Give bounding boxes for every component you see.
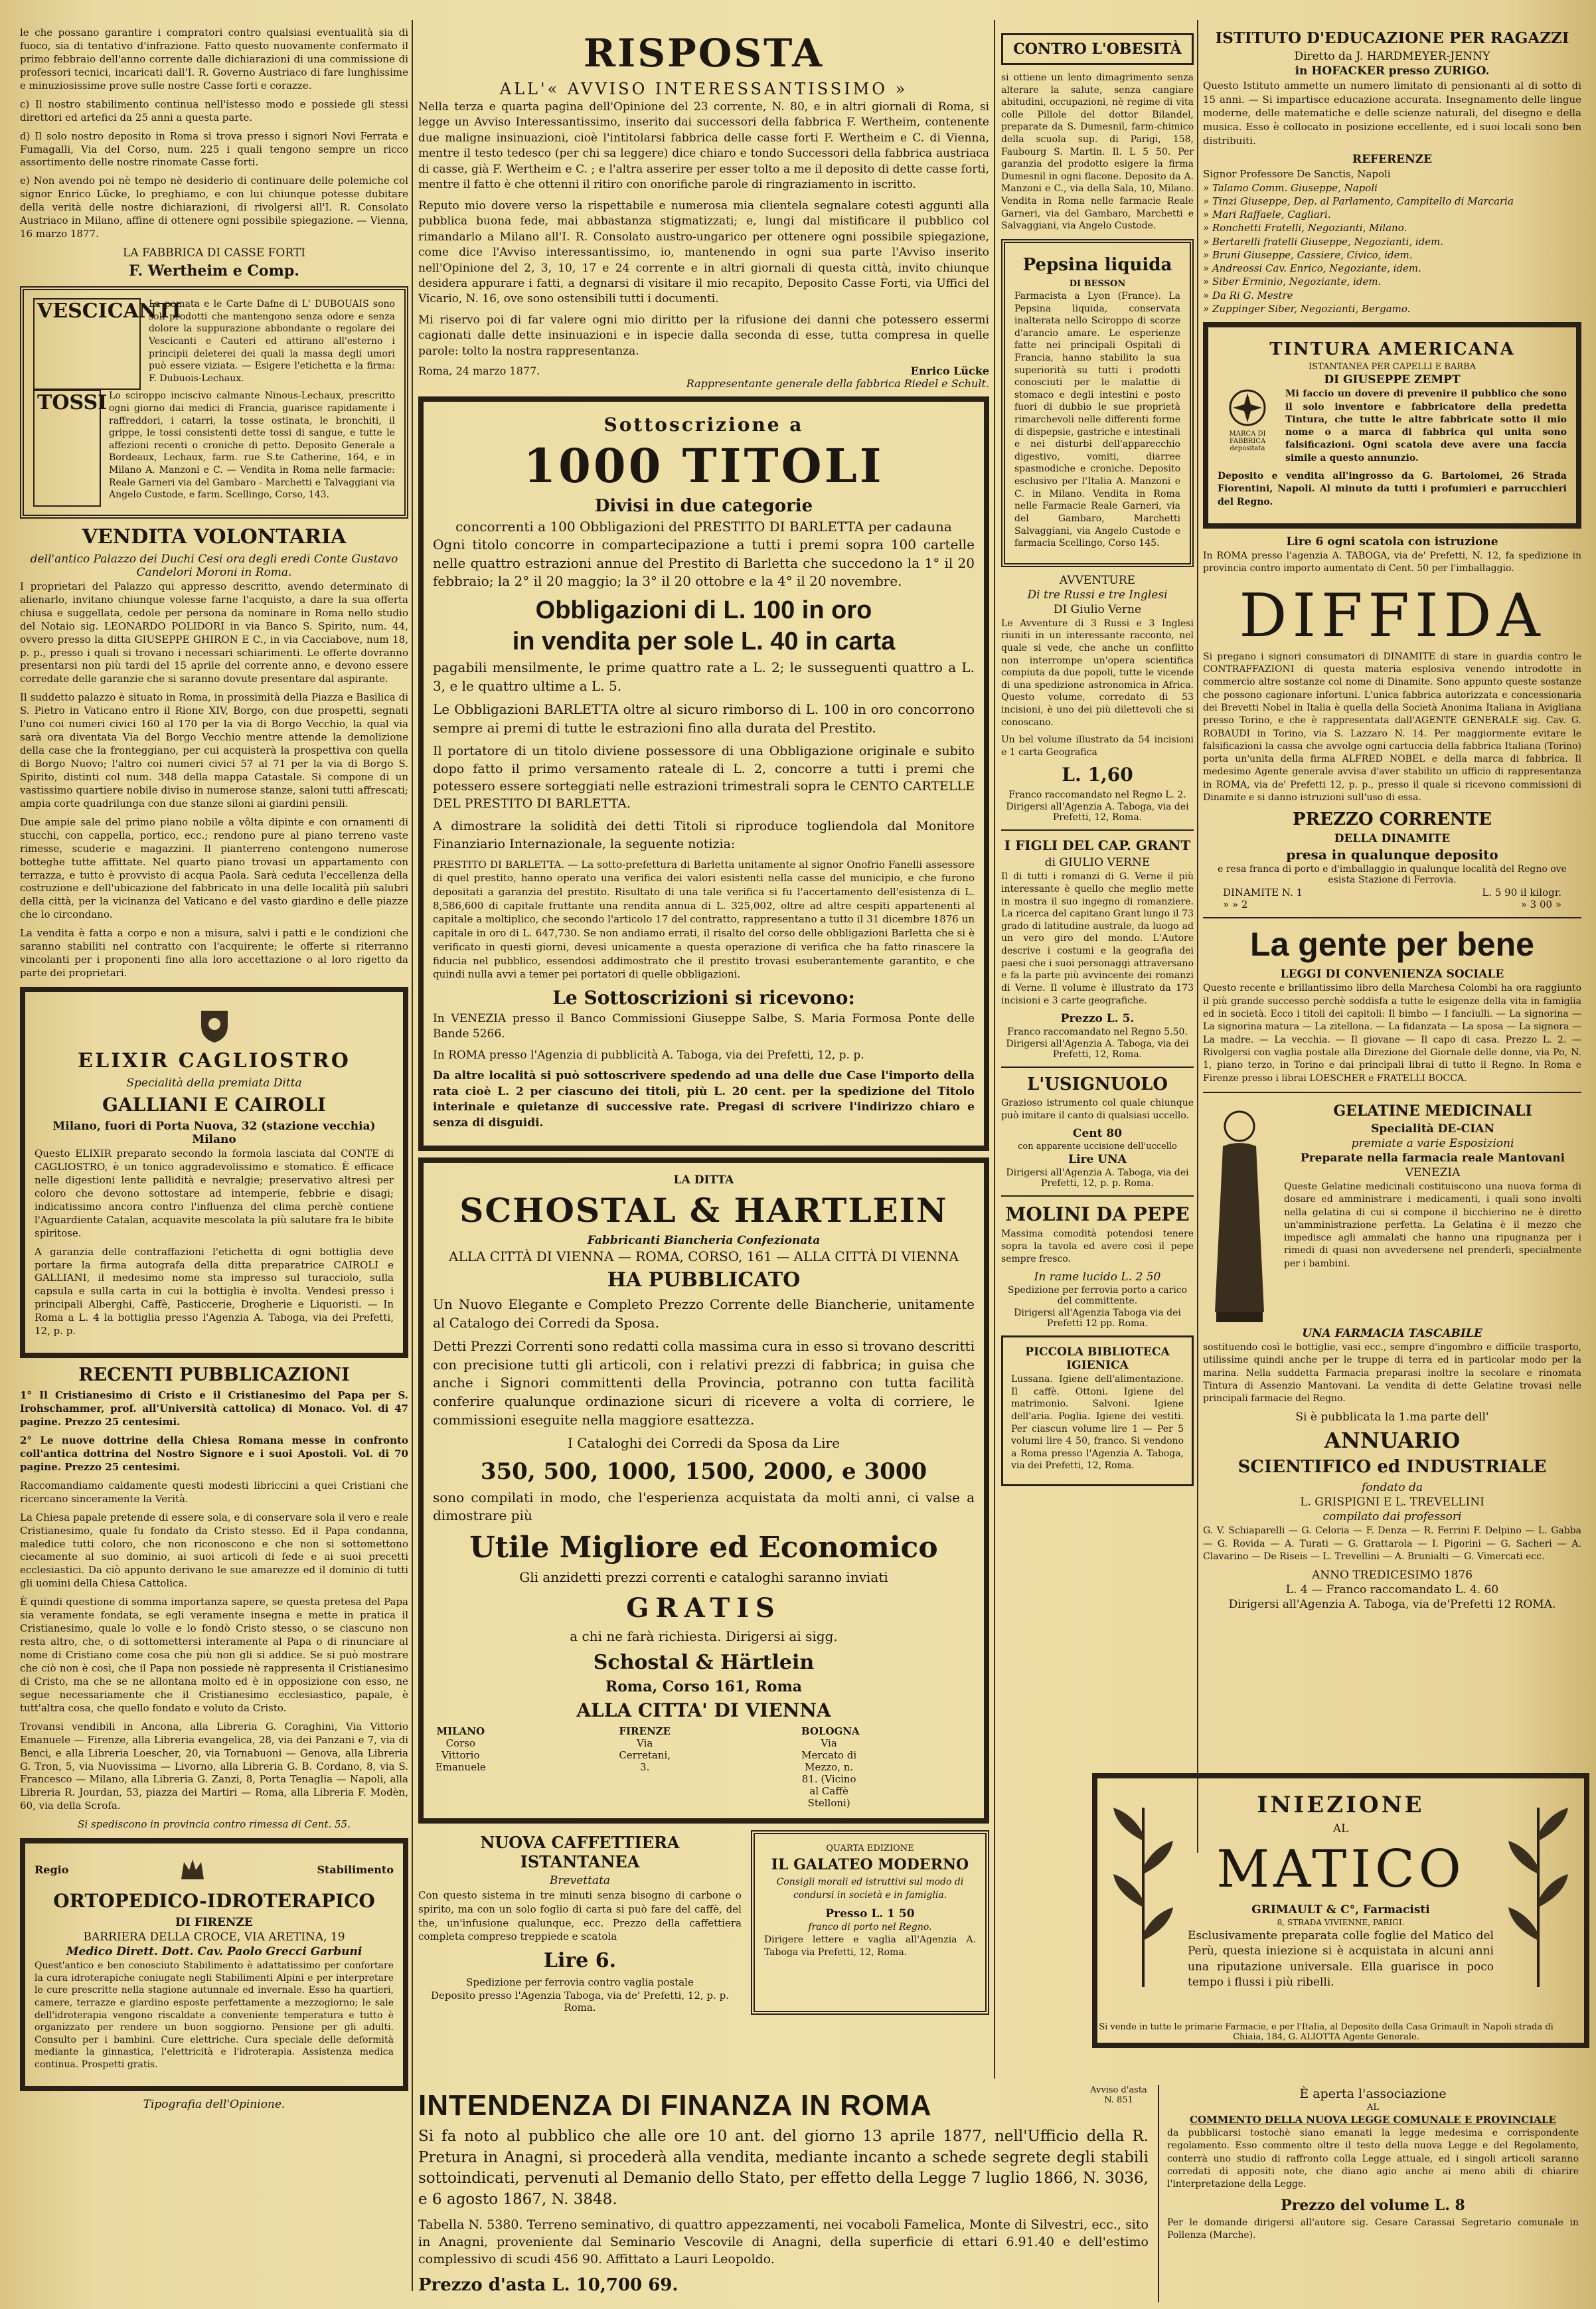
ad-title: TOSSI [33, 390, 101, 506]
branch-item [617, 1725, 790, 1809]
ad-firm: GRIMAULT & C°, Farmacisti [1251, 1903, 1430, 1917]
divider [1203, 917, 1581, 918]
ad-text: con apparente uccisione dell'uccello [1018, 1142, 1177, 1152]
list-item: » Bruni Giuseppe, Cassiere, Civico, idem. [1203, 248, 1413, 261]
ad-label: AL [1366, 2102, 1380, 2112]
ad-subtitle: Preparate nella farmacia reale Mantovani [1300, 1151, 1565, 1165]
list-item: » Talamo Comm. Giuseppe, Napoli [1203, 181, 1378, 194]
ad-title: ANNUARIO [1324, 1428, 1461, 1454]
paragraph: In ROMA presso l'Agenzia di pubblicità A. Taboga, via dei Prefetti, 12, p. p. [433, 1048, 864, 1062]
ad-title: L'USIGNUOLO [1026, 1074, 1168, 1095]
references-title: REFERENZE [1352, 153, 1433, 167]
ad-subtitle: DI BESSON [1069, 278, 1126, 289]
ad-city: ALLA CITTA' DI VIENNA [576, 1699, 831, 1722]
ad-text: Si pregano i signori consumatori di DINAMITE di stare in guardia contro le CONTRAFFAZIONI di questa materia esplosiva venendo introdotte in commercio altre sostanze col nome di Dinamite. Sono appunto queste sostanze che possono cagionare infortuni. L'unica fabbrica autorizzata e concessionaria dei Brevetti Nobel in Italia è quella della Società Anonima Italiana in Avigliana presso Torino, e che è rappresentata dall'AGENTE GENERALE sig. Cav. G. ROBAUDI in Torino, via S. Lazzaro N. 14. Per maggiormente evitare le falsificazioni la cassa che avvolge ogni cartuccia della fabbrica Italiana (Torino) porta un'unita della firma ALFRED NOBEL e della marca di fabbrica. Il medesimo Agente generale avvisa d'aver stabilito un ufficio di rappresentanza in ROMA, via de' Prefetti 12, p. p., presso il quale si ricevono commissioni di Dinamite e si danno istruzioni sull'uso di essa. [1203, 651, 1581, 804]
ad-address: ALLA CITTÀ DI VIENNA — ROMA, CORSO, 161 — ALLA CITTÀ DI VIENNA [449, 1248, 959, 1265]
vescicanti-ad [20, 286, 408, 519]
paragraph: Ogni titolo concorre in compartecipazione a tutti i premi sopra 100 cartelle nelle quattro estrazioni annue del Prestito di Barletta che succedono la 1° il 20 febbraio; la 2° il 20 maggio; la 3° il 20 ottobre e la 4° il 20 novembre. [433, 537, 975, 590]
section-title: RISPOSTA [583, 31, 825, 76]
list-item: » Siber Erminio, Negoziante, idem. [1203, 276, 1382, 288]
ad-title: INIEZIONE [1257, 1792, 1425, 1818]
matico-ad [1092, 1773, 1589, 2048]
column-1 [20, 27, 408, 2271]
ad-subtitle: Di tre Russi e tre Inglesi [1027, 588, 1168, 602]
star-emblem-icon [1228, 388, 1267, 428]
branch-city: FIRENZE [619, 1725, 671, 1738]
column-rule [412, 20, 413, 2291]
list-item: » Mari Raffaele, Cagliari. [1203, 209, 1331, 221]
ad-label: Regio [35, 1863, 69, 1876]
ad-address: Roma, Corso 161, Roma [605, 1678, 803, 1696]
paragraph: Mi riservo poi di far valere ogni mio diritto per la rifusione dei danni che potessero essermi cagionati dalle dette insinuazioni e in ispecie dalla seconda di esse, tutta compresa in quelle parole: tolto la nostra rappresentanza. [418, 313, 989, 358]
ad-address: BARRIERA DELLA CROCE, VIA ARETINA, 19 [83, 1930, 345, 1944]
intendenza-notice [418, 2085, 1149, 2302]
ad-subtitle: Specialità DE-CIAN [1371, 1122, 1494, 1136]
paragraph: A garanzia delle contraffazioni l'etichetta di ogni bottiglia deve portare la firma autografa della ditta preparatrice CAIROLI e GALLIANI, il medesimo nome sta impresso sul turacciolo, sulla capsula e sulla carta in cui la bottiglia è involta. Vendesi presso i principali Alberghi, Caffè, Pasticcerie, Drogherie e Liquoristi. — In Roma a L. 4 la bottiglia presso l'Agenzia A. Taboga, via dei Prefetti, 12, p. p. [35, 1245, 394, 1337]
list-item: » Ronchetti Fratelli, Negozianti, Milano. [1203, 222, 1407, 234]
vendita-body [20, 580, 408, 980]
ad-price: Presso L. 1 50 [825, 1907, 915, 1921]
ad-label: Stabilimento [317, 1863, 394, 1876]
ad-price: Prezzo del volume L. 8 [1281, 2196, 1465, 2214]
ad-text: Esclusivamente preparata colle foglie del Matico del Perù, questa iniezione si è acquistata in alcuni anni una riputazione universale. Ella guarisce in poco tempo i flussi i più ribelli. [1188, 1929, 1494, 1990]
ad-title: MOLINI DA PEPE [1005, 1203, 1190, 1226]
price-label: DINAMITE N. 1 [1223, 887, 1303, 899]
ad-text: Dirigersi all'Agenzia Taboga via dei Prefetti 12 pp. Roma. [1014, 1308, 1181, 1329]
ad-title: ORTOPEDICO-IDROTERAPICO [53, 1890, 375, 1913]
paragraph: Trovansi vendibili in Ancona, alla Libreria G. Coraghini, Via Vittorio Emanuele — Firenze, alla Libreria evangelica, 28, via dei Panzani e 7, via di Benci, e alla Libreria Loescher, 20, via Tornabuoni — Genova, alla Libreria G. Tron, 5, via Nuovissima — Livorno, alla Libreria G. B. Cordano, 8, via S. Francesco — Milano, alla Libreria G. Zanzi, 8, Porta Tenaglia — Napoli, alla Libreria R. Jourdan, 53, piazza dei Martiri — Roma, alla Libreria F. Modèn, 60, via della Scrofa. [20, 1720, 408, 1812]
ad-text: Questo Istituto ammette un numero limitato di pensionanti al di sotto di 15 anni. — Si impartisce educazione accurata. Insegnamento delle lingue moderne, delle matematiche e delle scienze naturali, del disegno e della musica. Esso è collocato in posizione eccellente, ed i suoi locali sono ben distribuiti. [1203, 80, 1581, 147]
trademark [1218, 388, 1277, 470]
ad-text: Questo recente e brillantissimo libro della Marchesa Colombi ha ora raggiunto il più grande successo perchè soddisfa a tutte le esigenze della vita in famiglia ed in società. Ecco i titoli dei capitoli: Il bimbo — I fanciulli. — La signorina — La signorina matura — La zitellona. — La fidanzata — La sposa — La signora — La madre. — La vecchia. — Il giovane — Il capo di casa. Prezzo L. 2. — Rivolgersi con vaglia postale alla Direzione del Giornale delle donne, via Po, N. 1, piano terzo, in Torino e dai principali librai di tutto il Regno. In Roma e Firenze presso i librai LOESCHER e FRATELLI BOCCA. [1203, 983, 1581, 1084]
ad-text: Il di tutti i romanzi di G. Verne il più interessante è quello che meglio mette in mostra il suo ingegno di romanziere. La ricerca del capitano Grant lungo il 73 grado di latitudine australe, da luogo ad un vero giro del mondo. L'Autore descrive i costumi e la geografia dei paesi che i suoi personaggi attraversano e fa la parte più avvincente dei romanzi di Verne. Il volume è illustrato da 173 incisioni e 3 carte geografiche. [1001, 871, 1194, 1006]
ad-headline: HA PUBBLICATO [607, 1268, 801, 1292]
pepsina-ad [1001, 239, 1194, 567]
ad-subtitle: DI GIUSEPPE ZEMPT [1324, 373, 1461, 387]
ad-text: Dirigersi all'Agenzia A. Taboga, via dei Prefetti, 12, Roma. [1006, 1039, 1189, 1061]
signature: Enrico Lücke [910, 365, 989, 378]
ad-title: CONTRO L'OBESITÀ [1013, 41, 1182, 58]
caffettiera-ad [418, 1830, 742, 2015]
recenti-body [20, 1389, 408, 1832]
ad-price: Lire 6 ogni scatola con istruzione [1286, 535, 1498, 549]
branch-address: Via Cerretani, 3. [619, 1737, 671, 1774]
list-item: » Andreossi Cav. Enrico, Negoziante, idem. [1203, 262, 1421, 275]
ad-text: Deposito presso l'Agenzia Taboga, via de' Prefetti, 12, p. p. Roma. [431, 1989, 729, 2013]
paragraph: Raccomandiamo caldamente questi modesti libriccini a quei Cristiani che ricercano sinceramente la Verità. [20, 1479, 408, 1505]
ad-title: VESCICANTI [33, 298, 141, 390]
ortopedico-ad [20, 1838, 408, 2091]
section-subtitle: ALL'« AVVISO INTERESSANTISSIMO » [499, 80, 908, 98]
ad-subtitle: Specialità della premiata Ditta [126, 1076, 302, 1090]
paragraph: e) Non avendo poi nè tempo nè desiderio di continuare delle polemiche col signor Enrico Lücke, lo preghiamo, e con lui chiunque potesse dubitare della verità delle nostre dichiarazioni, di rivolgersi all'I. R. Consolato Austriaco in Milano, affine di ottenere ogni possibile spiegazione. — Vienna, 16 marzo 1877. [20, 175, 408, 240]
signature-role: Rappresentante generale della fabbrica Riedel e Schult. [686, 377, 989, 390]
ad-text: Lo sciroppo inciscivo calmante Ninous-Lechaux, prescritto ogni giorno dai medici di Francia, guarisce rapidamente i raffreddori, i catarri, la tosse ostinata, le bronchiti, il grippe, le tossi consistenti dette tossi di sangue, e tutte le affezioni recenti o croniche di petto. Deposito Generale a Bordeaux, Lechaux, farm. rue S.te Catherine, 164, e in Milano A. Manzoni e C. — Vendita in Roma nelle farmacie: Reale Garneri via del Gambaro - Marchetti e Talvaggiani via Angelo Custode, e farm. Scellingo, Corso, 143. [109, 390, 395, 501]
printer-footer: Tipografia dell'Opinione. [143, 2097, 285, 2111]
divider [1001, 1067, 1194, 1068]
divider [1001, 829, 1194, 831]
ad-subtitle: PREZZO CORRENTE [1293, 810, 1492, 830]
trademark-label: MARCA DI FABBRICA depositata [1229, 430, 1266, 453]
tintura-ad [1203, 322, 1581, 529]
ad-address: Milano, fuori di Porta Nuova, 32 (stazione vecchia) Milano [52, 1120, 376, 1146]
branch-address: Corso Vittorio Emanuele [435, 1737, 486, 1774]
ad-text: Le Avventure di 3 Russi e 3 Inglesi riuniti in un interessante racconto, nel quale si vede, che anche un conflitto non interrompe un'opera scientifica compiuta da due popoli, tutte le vicende di una spedizione astronomica in Africa. Questo volume, corredato di 53 incisioni, è uno dei più dilettevoli che si conoscano. [1001, 618, 1194, 728]
ad-label: Si è pubblicata la 1.ma parte dell' [1295, 1411, 1489, 1424]
ad-text: Un bel volume illustrato da 54 incisioni e 1 carta Geografica [1001, 734, 1194, 758]
crown-emblem-icon [176, 1853, 209, 1886]
branch-address: Via Mercato di Mezzo, n. 81. (Vicino al Caffè Stelloni) [801, 1737, 857, 1810]
ad-title: GELATINE MEDICINALI [1333, 1102, 1532, 1120]
section-title: VENDITA VOLONTARIA [82, 525, 347, 549]
ad-title: I FIGLI DEL CAP. GRANT [1004, 837, 1191, 854]
obesita-ad [1001, 33, 1194, 65]
ad-text: Franco raccomandato nel Regno 5.50. [1007, 1027, 1188, 1038]
ad-subtitle: Divisi in due categorie [594, 496, 813, 517]
ad-firm: GALLIANI E CAIROLI [102, 1094, 326, 1116]
paragraph: sono compilati in modo, che l'esperienza acquistata da molti anni, ci valse a dimostrare più [433, 1489, 975, 1524]
ad-year: ANNO TREDICESIMO 1876 [1311, 1569, 1473, 1582]
biblioteca-ad [1001, 1335, 1194, 1486]
ad-title: Sottoscrizione a [603, 414, 804, 436]
matico-plant-icon [1502, 1788, 1575, 1987]
paragraph: Nella terza e quarta pagina dell'Opinione del 23 corrente, N. 80, e in altri giornali di Roma, si legge un Avviso Interessantissimo, inserito dai successori della fabbrica F. Wertheim, contenente due maligne insinuazioni, cioè l'intitolarsi fabbrica delle casse forti F. Wertheim e C. di Vienna, mentre il testo tedesco (per chi sa leggere) dice chiaro e tondo Successori della fabbrica austriaca di casse, già F. Wertheim e C. ; e l'altra asserire per esser tolto a me il deposito di dette casse forti, mentre il fatto è che ottenni il ritiro con onorifiche parole di ringraziamento in iscritto. [418, 100, 989, 192]
paragraph: Da altre località si può sottoscrivere spedendo ad una delle due Case l'importo della rata cioè L. 2 per ciascuno dei titoli, più L. 20 cent. per la spedizione del Titolo interinale e quietanze di successive rate. Pregasi di scrivere l'indirizzo chiaro e senza di disguidi. [433, 1069, 975, 1130]
ad-text: G. V. Schiaparelli — G. Celoria — F. Denza — R. Ferrini F. Delpino — L. Gabba — G. Rovida — A. Turati — G. Grattarola — I. Pigorini — G. Sacheri — A. Clavarino — De Riseis — L. Trevellini — A. Brunialti — G. Vimercati ecc. [1203, 1525, 1581, 1563]
ad-firm: Schostal & Härtlein [593, 1651, 815, 1675]
price-label: » » 2 [1223, 898, 1248, 911]
paragraph: Detti Prezzi Correnti sono redatti colla massima cura in esso si trovano descritti con precisione tutti gli articoli, con i relativi prezzi di fabbrica; in guisa che anche i Signori committenti della Provincia, potranno con tutta facilità conferire qualunque ordinazione sicuri di ricevere a volta di corriere, le commissioni eseguite nella maggiore esattezza. [433, 1338, 975, 1428]
ad-subtitle: in HOFACKER presso ZURIGO. [1295, 64, 1490, 78]
ad-text: Per le domande dirigersi all'autore sig. Cesare Carassai Segretario comunale in Pollenza (Marche). [1167, 2217, 1579, 2241]
paragraph: Il portatore di un titolo diviene possessore di una Obbligazione originale e subito dopo fatto il primo versamento rateale di L. 2, concorre a tutti i premi che potessero essere sorteggiati nelle estrazioni trimestrali sopra le CENTO CARTELLE DEL PRESTITO DI BARLETTA. [433, 744, 975, 812]
ad-text: Quest'antico e ben conosciuto Stabilimento è adattatissimo per confortare la cura idroterapiche coniugate negli Stabilimenti Alpini e per interpretare le cure prescritte nella stagione autunnale ed invernale. Esso ha quartieri, camere, terrazze e giardino esposte perfettamente a mezzogiorno; le sale dell'idroterapia vengono riscaldate a conveniente temperatura e tutto è organizzato per rendere un buon soggiorno. Pensione per gli adulti. Consulto per i bambini. Cure elettriche. Cura speciale delle deformità mediante la ginnastica, l'elettricità e l'idroterapia. Assistenza medica continua. Prospetti gratis. [35, 1960, 394, 2071]
paragraph: È quindi questione di somma importanza sapere, se questa pretesa del Papa sia veramente fondata, se egli veramente insegna e mette in pratica il Cristianesimo, quale lo volle e lo fondò Cristo stesso, o se ciascuno non resta altro, che, o di sottomettersi interamente al Papa o di rinunciare al nome di Cristiano come cosa che più non gli si addice. Se si può mostrare che ciò non è così, che il Papa non possiede nè rappresenta il Cristianesimo di Cristo, ma che se ne allontana molto ed è in opposizione con esso, ne segue necessariamente che il Cristianesimo ecclesiastico, papale, è tutt'altra cosa, che quello fondato e voluto da Cristo. [20, 1596, 408, 1714]
list-item: Signor Professore De Sanctis, Napoli [1203, 168, 1391, 181]
ad-text: Deposito e vendita all'ingrosso da G. Bartolomei, 26 Strada Fiorentini, Napoli. Al minuto da tutti i profumieri e parrucchieri del Regno. [1218, 471, 1567, 507]
ad-title: AVVENTURE [1059, 573, 1136, 587]
ad-subtitle: Le Sottoscrizioni si ricevono: [552, 986, 855, 1009]
paragraph: Le Obbligazioni BARLETTA oltre al sicuro rimborso di L. 100 in oro concorrono sempre ai premi di tutte le estrazioni fino alla durata del Prestito. [433, 701, 975, 736]
paragraph: le che possano garantire i compratori contro qualsiasi eventualità sia di fuoco, sia di tentativo d'infrazione. Fatto questo nuovamente confermato il primo febbraio dell'anno corrente dalle dichiarazioni di una commissione di professori tecnici, incaricati dall'I. R. Governo Austriaco di fare lunghissime e minuziosissime prove sulle nostre Casse forti e corazze. [20, 27, 408, 92]
paragraph: Si spediscono in provincia contro rimessa di Cent. 55. [78, 1818, 351, 1831]
price-value: L. 5 90 il kilogr. [1482, 887, 1561, 899]
list-item: » Da Ri G. Mestre [1203, 289, 1293, 301]
paragraph: Gli anzidetti prezzi correnti e cataloghi saranno inviati [519, 1569, 888, 1586]
ad-headline: 1000 TITOLI [523, 438, 884, 494]
ad-price: L. 4 — Franco raccomandato L. 4. 60 [1285, 1583, 1499, 1597]
ad-title: SCIENTIFICO ed INDUSTRIALE [1237, 1457, 1547, 1478]
ad-text: Dirigere lettere e vaglia all'Agenzia A. Taboga via Prefetti, 12, Roma. [763, 1934, 976, 1958]
ad-text: La pomata e le Carte Dafne di L' DUBOUAIS sono soli prodotti che mantengono senza odore e senza dolore la suppurazione abbondante o regolare dei Vescicanti e Cauteri ed attirano all'esterno i principii deleterei dei quali la massa degli umori può essere viziata. — Esigere l'etichetta e la firma: F. Dubuois-Lechaux. [149, 299, 395, 384]
ad-text: Franco raccomandato nel Regno L. 2. [1008, 790, 1186, 801]
column-2 [418, 27, 989, 2019]
ad-subtitle: concorrenti a 100 Obbligazioni del PRESTITO DI BARLETTA per cadauna [455, 519, 952, 535]
schostal-ad [418, 1157, 989, 1824]
ad-text: franco di porto nel Regno. [808, 1921, 932, 1932]
ad-subtitle: Fabbricanti Biancheria Confezionata [587, 1234, 821, 1248]
paragraph: Reputo mio dovere verso la rispettabile e numerosa mia clientela segnalare cotesti aggunti alla pubblica buona fede, mai abbastanza stigmatizzati; e, lungi dal mistificare il pubblico col rimandarlo a Milano all'I. R. Consolato austro-ungarico per ottenere ogni possibile spiegazione, come dice l'Avviso interessantissimo, io, mantenendo in ogni sua parte l'Avviso inserito nell'Opinione del 2, 3, 10, 17 e 24 corrente e in altri giornali di questa città, invito chiunque desidera appurare i fatti, a degnarsi di visitare il mio recapito, Deposito Casse Forti, via Uffici del Vicario, N. 16, ove sono ostensibili tutti i documenti. [418, 199, 989, 306]
ad-headline: GRATIS [626, 1592, 781, 1624]
paragraph: In VENEZIA presso il Banco Commissioni Giuseppe Salbe, S. Maria Formosa Ponte delle Bande 5266. [433, 1011, 975, 1041]
divider [1001, 1195, 1194, 1197]
paragraph: I proprietari del Palazzo qui appresso descritto, avendo determinato di alienarlo, invitano chiunque volesse farne l'acquisto, a dare la sua offerta chiusa e suggellata, cedole per persona da nominare in Roma nello studio del Notaio sig. LEONARDO POLIDORI in via Banco S. Spirito, num. 44, ovvero presso la ditta GIUSEPPE GHIRON E C., in via Cacciabove, num 18, p. p., presso i quali si trovano i necessari schiarimenti. Le offerte dovranno presentarsi non più tardi del 15 aprile del corrente anno, e devono essere corredate delle garanzie che si saranno dovute presentare dal aspirante. [20, 580, 408, 685]
section-title: DIFFIDA [1239, 580, 1546, 651]
branch-city: BOLOGNA [801, 1725, 860, 1738]
ad-city: VENEZIA [1405, 1165, 1461, 1179]
ad-text: Massima comodità potendosi tenere sopra la tavola ed avere così il pepe sempre fresco. [1001, 1229, 1194, 1264]
ad-text: Dirigersi all'Agenzia A. Taboga, via de'Prefetti 12 ROMA. [1228, 1598, 1556, 1612]
ad-label: QUARTA EDIZIONE [826, 1843, 914, 1854]
column-rule [1197, 20, 1198, 1853]
paragraph: A dimostrare la solidità dei detti Titoli si riproduce togliendola dal Monitore Finanziario Internazionale, la seguente notizia: [433, 819, 975, 851]
list-item: » Zuppinger Siber, Negozianti, Bergamo. [1203, 302, 1411, 315]
ad-text: e resa franca di porto e d'imballaggio in qualunque località del Regno ove esista Stazione di Ferrovia. [1218, 864, 1567, 886]
ad-title: IL GALATEO MODERNO [771, 1856, 969, 1874]
ad-subtitle: presa in qualunque deposito [1286, 847, 1498, 863]
ad-price: In rame lucido L. 2 50 [1034, 1270, 1161, 1284]
ad-text: In ROMA presso l'agenzia A. TABOGA, via de' Prefetti, N. 12, fa spedizione in provincia contro importo aumentato di Cent. 50 per l'imballaggio. [1203, 551, 1581, 574]
ad-title: È aperta l'associazione [1299, 2087, 1447, 2101]
ad-subtitle: DELLA DINAMITE [1334, 832, 1451, 846]
matico-plant-icon [1107, 1788, 1180, 1987]
ad-text: Spedizione per ferrovia contro vaglia postale [466, 1976, 694, 1988]
ad-title: ISTITUTO D'EDUCAZIONE PER RAGAZZI [1215, 29, 1569, 47]
signature-firm: F. Wertheim e Comp. [129, 262, 299, 280]
ad-title: Pepsina liquida [1022, 254, 1172, 275]
paragraph: Questo ELIXIR preparato secondo la formola lasciata dal CONTE di CAGLIOSTRO, è un tonico aggradevolissimo e stomatico. È efficace nelle digestioni lente pallidità e nevralgie; preservativo altresì per coloro che devono sottostare ad intemperie, febbrie e disagi; indicatissimo ancora contro l'influenza del clima perchè contiene l'Aguardiente Catalan, acquavite mescolata la più salutare fra le bibite spiritose. [35, 1148, 394, 1239]
ad-text: Si vende in tutte le primarie Farmacie, e per l'Italia, al Deposito della Casa Grimault in Napoli strada di Chiaia, 184, G. ALIOTTA Agente Generale. [1099, 2022, 1554, 2042]
list-item: » Tinzi Giuseppe, Dep. al Parlamento, Campitello di Marcaria [1203, 195, 1514, 207]
paragraph: Tabella N. 5380. Terreno seminativo, di quattro appezzamenti, nei vocaboli Famelica, Monte di Silvestri, ecc., sito in Anagni, proveniente dal Seminario Vescovile di Anagni, della superficie di ettari 6.91.40 e dell'estimo complessivo di scudi 456 90. Affittato a Lauri Leopoldo. [418, 2217, 1149, 2267]
ad-price: Cent 80 [1072, 1127, 1123, 1141]
ad-subtitle: LEGGI DI CONVENIENZA SOCIALE [1280, 968, 1504, 982]
paragraph: 2° Le nuove dottrine della Chiesa Romana messe in confronto coll'antica dottrina del Nostro Signore e i suoi Apostoli. Vol. di 70 pagine. Prezzo 25 centesimi. [20, 1434, 408, 1473]
ad-author: DI Giulio Verne [1053, 602, 1142, 616]
ad-price: Lire 6. [543, 1948, 617, 1972]
paragraph: Si fa noto al pubblico che alle ore 10 ant. del giorno 13 aprile 1877, nell'Ufficio della R. Pretura in Anagni, si procederà alla vendita, mediante incanto a schede segrete degli stabili sottoindicati, pervenuti al Demanio dello Stato, per effetto della Legge 7 luglio 1866, N. 3036, e 6 agosto 1867, N. 3848. [418, 2128, 1149, 2209]
sottoscrizione-ad [418, 396, 989, 1151]
ad-label: AL [1332, 1822, 1349, 1836]
ad-subtitle: compilato dai professori [1322, 1510, 1462, 1524]
ad-text: Consigli morali ed istruttivi sul modo di condursi in società e in famiglia. [776, 1877, 964, 1901]
ad-headline: in vendita per sole L. 40 in carta [512, 628, 896, 656]
ad-authors: L. GRISPIGNI E L. TREVELLINI [1300, 1496, 1484, 1509]
price-list: 350, 500, 1000, 1500, 2000, e 3000 [480, 1458, 927, 1485]
references-list [1203, 167, 1581, 315]
ad-doctor: Medico Dirett. Dott. Cav. Paolo Grecci Garbuni [66, 1945, 362, 1959]
column-3 [1001, 27, 1194, 1873]
branch-item [801, 1725, 975, 1809]
list-item: » Bertarelli fratelli Giuseppe, Negozianti, idem. [1203, 235, 1444, 248]
elixir-ad [20, 987, 408, 1358]
associazione-ad [1158, 2085, 1579, 2302]
ad-text: Con questo sistema in tre minuti senza bisogno di carbone o spirito, ma con un solo foglio di carta si può fare del caffè, del the, un'infusione qualunque, ecc. Prezzo della caffettiera completa compreso treppiede e scatola [418, 1889, 742, 1943]
galateo-ad [751, 1830, 989, 2015]
paragraph: 1° Il Cristianesimo di Cristo e il Cristianesimo del Papa per S. Irohschammer, prof. all'Università cattolica) di Monaco. Vol. di 47 pagine. Prezzo 25 centesimi. [20, 1389, 408, 1428]
saint-figure-icon [1203, 1100, 1276, 1326]
paragraph: Un Nuovo Elegante e Completo Prezzo Corrente delle Biancherie, unitamente al Catalogo dei Corredi da Sposa. [433, 1296, 975, 1331]
ad-title: ELIXIR CAGLIOSTRO [78, 1049, 351, 1072]
paragraph: La Chiesa papale pretende di essere sola, e di conservare sola il vero e reale Cristianesimo, quale fu fondato da Cristo stesso. Ed il Papa condanna, maledice tutti coloro, che non riconoscono e che non si sottomettono ciecamente al suo dominio, ai suoi articoli di fede e ai suoi precetti ecclesiastici. Da ciò appunto derivano le sue amarezze ed il dominio di tutti gli uomini della Chiesa Cattolica. [20, 1511, 408, 1590]
section-subtitle: dell'antico Palazzo dei Duchi Cesi ora degli eredi Conte Gustavo Candelori Moroni in Roma. [30, 552, 398, 579]
ad-text: Farmacista a Lyon (France). La Pepsina liquida, conservata inalterata nello Sciroppo di scorze d'arancio amare. Le esperienze fatte nei principali Ospitali di Francia, hanno stabilito la sua superiorità su tutti i prodotti conosciuti per le malattie di stomaco e degli intestini e posto fuori di dubbio le sue proprietà rimarchevoli nelle differenti forme di dispepsie, gastriche e intestinali e nei disturbi dell'apparecchio digestivo, vomiti, diarree spasmodiche e croniche. Deposito esclusivo per l'Italia A. Manzoni e C. in Milano. Vendita in Roma nelle Farmacie Reale Garneri, via del Gambaro, Marchetti Salvaggiani, via Angelo Custode e farmacia Scellingo, Corso 145. [1014, 290, 1180, 549]
branch-city: MILANO [436, 1725, 485, 1738]
paragraph: c) Il nostro stabilimento continua nell'istesso modo e possiede gli stessi direttori ed artefici da 25 anni a questa parte. [20, 98, 408, 124]
small-ads-row [418, 1830, 989, 2015]
ad-title: SCHOSTAL & HARTLEIN [459, 1191, 948, 1231]
paragraph: PRESTITO DI BARLETTA. — La sotto-prefettura di Barletta unitamente al signor Onofrio Fanelli assessore di quel prestito, hanno operato una verifica dei valori esistenti nella casse del municipio, e che furono depositati a garanzia del prestito. Risultato di una tale verifica si fu l'accertamento dell'esistenza di L. 8,586,600 di capitale fruttante una rendita annua di L. 325,002, oltre ad altre cespiti appartenenti al capitale a moltiplico, che secondo l'articolo 17 del contratto, rappresentano a tutto il 31 dicembre 1876 un capitale in oro di L. 647,730. Se non andiamo errati, il risalto del corso delle obbligazioni Barletta che si è verificato in questi giorni, devesi unicamente a questa operazione di verifica che ha fatto rinascere la fiducia nel pubblico, essendosi addimostrato che il prestito trovasi esuberantemente garantito, e che quindi nulla avvi a temer pei portatori di quelle obbligazioni. [433, 858, 975, 981]
date-line: Roma, 24 marzo 1877. [418, 365, 540, 378]
paragraph: Il suddetto palazzo è situato in Roma, in prossimità della Piazza e Basilica di S. Pietro in Vaticano entro il Rione XIV, Borgo, con due prospetti, segnati l'uno coi numeri civici 160 al 170 per la via di Borgo Vecchio, la qual via sarà ora diventata Via del Borgo Vecchio mentre attende la demolizione della case che la fronteggiano, per cui acquisterà la prospettiva con quella di Borgo Nuovo; l'altro coi numeri civici 57 al 71 per la via di Borgo S. Spirito, distinti col num. 348 della mappa Catastale. Si compone di un vastissimo quartiere nobile diviso in numerose stanze, saloni tutti affrescati; ampia corte quadrilunga con due stanze siloni ai giardini pensili. [20, 691, 408, 810]
price-value: » 3 00 » [1520, 898, 1561, 911]
ad-text: Grazioso istrumento col quale chiunque può imitare il canto di qualsiasi uccello. [1001, 1098, 1194, 1121]
price-row [1203, 898, 1581, 910]
paragraph: pagabili mensilmente, le prime quattro rate a L. 2; le susseguenti quattro a L. 3, e le quattro ultime a L. 5. [433, 659, 975, 694]
column-4 [1203, 27, 1581, 1766]
ad-author: di GIULIO VERNE [1044, 856, 1151, 870]
section-title: INTENDENZA DI FINANZA IN ROMA [418, 2089, 932, 2122]
notice-number: Avviso d'asta N. 851 [1090, 2085, 1147, 2105]
ad-address: 8, STRADA VIVIENNE, PARIGI. [1277, 1918, 1405, 1927]
paragraph: Due ampie sale del primo piano nobile a vôlta dipinte e con ornamenti di stucchi, con cappella, portico, ecc.; rendono pure al piano terreno vaste rimesse, scuderie e magazzini. Il pianterreno contengono numerose botteghe tutte affittate. Nel quarto piano trovasi un appartamento con terrazza, e tutto è provvisto di acqua Paola. Sarà ceduta l'eccellenza della costruzione e dell'ubicazione del fabbricato in una delle località più salubri della città, per la vicinanza del Vaticano e del vasto giardino e delle piazze che lo circondano. [20, 815, 408, 921]
coat-of-arms-icon [35, 1005, 394, 1045]
ad-title: NUOVA CAFFETTIERA ISTANTANEA [480, 1833, 680, 1872]
section-title: RECENTI PUBBLICAZIONI [78, 1365, 350, 1386]
ad-subtitle: COMMENTO DELLA NUOVA LEGGE COMUNALE E PROVINCIALE [1190, 2114, 1556, 2126]
ad-subtitle: premiate a varie Esposizioni [1351, 1136, 1514, 1150]
ad-text: Dirigersi all'Agenzia A. Taboga, via dei Prefetti, 12, p. p. Roma. [1006, 1167, 1189, 1189]
ad-text: si ottiene un lento dimagrimento senza alterare la salute, senza cangiare abitudini, occupazioni, nè regime di vita colle Pillole del dottor Bilandel, preparate da S. Dumesnil, farm-chimico della scuola sup. di Parigi, 158, Faubourg S. Martin. Il. L 5 50. Per garanzia del prodotto esigere la firma Dumesnil in ogni flacone. Deposito da A. Manzoni e C., via della Sala, 10, Milano. Vendita in Roma nelle farmacie Reale Garneri, via del Gambaro, Marchetti e Salvaggiani, via Angelo Custode. [1001, 72, 1194, 232]
wertheim-notice [20, 27, 408, 280]
ad-text: Queste Gelatine medicinali costituiscono una nuova forma di dosare ed amministrare i medicamenti, i quali sono involti nella gelatina di cui si compone il bicchierino ne è diretto un'amministrazione perfetta. La Gelatina è il mezzo che impedisce agli ammalati che hanno una ripugnanza per i rimedi di quasi non avvedersene nel prenderli, specialmente per i bambini. [1284, 1181, 1581, 1269]
ad-price: Lire UNA [1068, 1153, 1127, 1167]
ad-title: PICCOLA BIBLIOTECA IGIENICA [1025, 1345, 1170, 1373]
ad-headline: Utile Migliore ed Economico [469, 1531, 938, 1565]
ad-subtitle: UNA FARMACIA TASCABILE [1302, 1326, 1482, 1340]
ad-title: TINTURA AMERICANA [1269, 339, 1515, 360]
price-row [1203, 887, 1581, 898]
ad-subtitle: Brevettata [549, 1874, 611, 1888]
paragraph: La vendita è fatta a corpo e non a misura, salvi i patti e le condizioni che saranno stabiliti nel contratto con l'acquirente; le offerte si riterranno vincolanti per i proponenti fino alla loro accettazione o al loro rigetto da parte dei proprietari. [20, 927, 408, 980]
ad-subtitle: fondato da [1362, 1481, 1423, 1495]
ad-subtitle: ISTANTANEA PER CAPELLI E BARBA [1308, 362, 1476, 373]
signature-line: LA FABBRICA DI CASSE FORTI [123, 246, 305, 260]
ad-title: La gente per bene [1250, 926, 1534, 964]
ad-city: DI FIRENZE [175, 1916, 253, 1930]
paragraph: I Cataloghi dei Corredi da Sposa da Lire [568, 1435, 840, 1452]
paragraph: d) Il solo nostro deposito in Roma si trova presso i signori Novi Ferrata e Fumagalli, Via del Corso, num. 225 i quali tengono sempre un ricco assortimento delle nostre rinomate Casse forti. [20, 129, 408, 169]
ad-label: LA DITTA [673, 1173, 734, 1187]
ad-price: Prezzo L. 5. [1060, 1012, 1135, 1026]
branch-item [433, 1725, 606, 1809]
ad-text: Mi faccio un dovere di prevenire il pubblico che sono il solo inventore e fabbricatore della predetta Tintura, che tutte le altre fabbricate sotto il mio nome o a marca di fabbrica qui unita sono falsificazioni. Ogni scatola deve avere una faccia simile a questo annunzio. [1285, 388, 1567, 464]
bottom-strip [418, 2085, 1581, 2295]
ad-price: L. 1,60 [1062, 764, 1133, 786]
ad-subtitle: Diretto da J. HARDMEYER-JENNY [1294, 50, 1490, 63]
ad-text: sostituendo così le bottiglie, vasi ecc., sempre d'ingombro e difficile trasporto, utilissime quindi anche per le truppe di terra ed in particolar modo per la marina. Nella suddetta Farmacia preparasi inoltre la secolare e rinomata Tintura di Assenzio Mantovani. La vendita di dette Gelatine trovasi nelle principali farmacie del Regno. [1203, 1341, 1581, 1405]
ad-headline: MATICO [1216, 1839, 1465, 1899]
divider [1203, 1092, 1581, 1093]
ad-headline: Obbligazioni di L. 100 in oro [535, 596, 872, 625]
branch-list [433, 1725, 975, 1809]
auction-price: Prezzo d'asta L. 10,700 69. [418, 2274, 678, 2295]
ad-text: Spedizione per ferrovia porto a carico del committente. [1007, 1285, 1188, 1307]
column-rule [994, 20, 995, 2079]
ad-text: Lussana. Igiene dell'alimentazione. Il caffè. Ottoni. Igiene del matrimonio. Salvoni. Igiene dell'aria. Poglia. Igiene dei vestiti. Per ciascun volume lire 1 — Per 5 volumi lire 4 50, franco. Si vendono a Roma presso l'Agenzia A. Taboga, via dei Prefetti, 12, Roma. [1011, 1374, 1184, 1472]
paragraph: a chi ne farà richiesta. Dirigersi ai sigg. [570, 1628, 838, 1644]
ad-text: Dirigersi all'Agenzia A. Taboga, via dei Prefetti, 12, Roma. [1006, 802, 1189, 823]
ad-text: da pubblicarsi tostochè siano emanati la legge medesima e corrispondente regolamento. Esso commento oltre il testo della nuova Legge e del Regolamento, conterrà uno studio di raffronto colla Legge attuale, ed i singoli articoli saranno corredati di appositi note, che diano agio anche ai meno abili di chiarire l'interpretazione della Legge. [1167, 2128, 1579, 2190]
